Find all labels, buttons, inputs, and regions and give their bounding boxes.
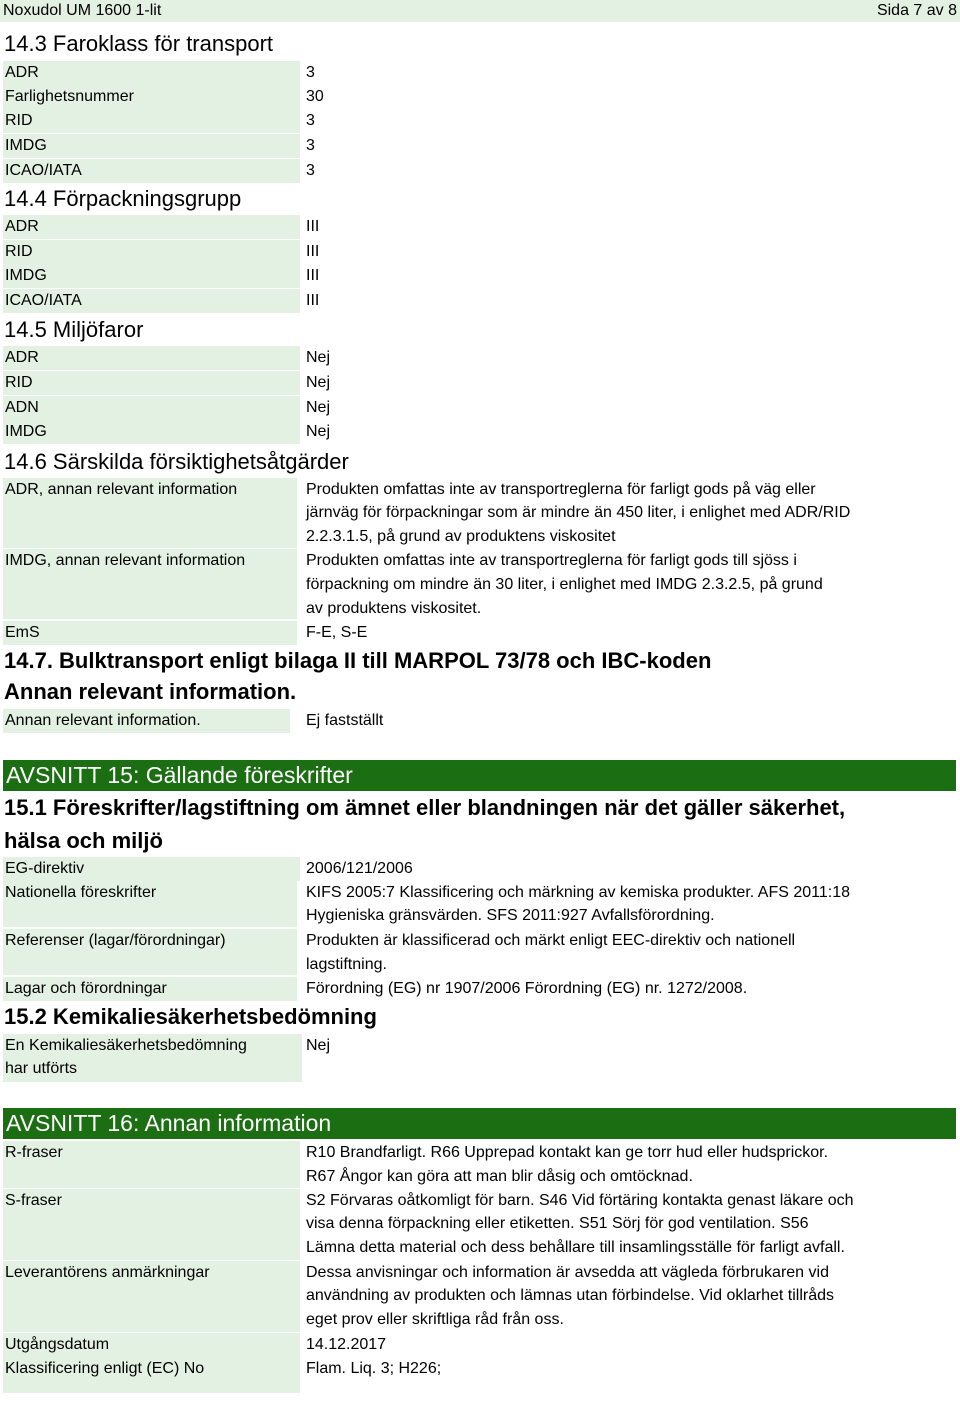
row-value-line: användning av produkten och lämnas utan förbindelse. Vid oklarhet tillråds — [306, 1287, 835, 1304]
row-value-line: F-E, S-E — [306, 624, 368, 641]
section-16-bar: AVSNITT 16: Annan information — [3, 1108, 956, 1139]
row-label: RID — [3, 109, 300, 133]
row-value-line: Hygieniska gränsvärden. SFS 2011:927 Avfallsförordning. — [306, 907, 715, 924]
row-label: RID — [3, 371, 300, 395]
section-14-7-subtitle: Annan relevant information. — [4, 679, 297, 704]
section-14-7-title: 14.7. Bulktransport enligt bilaga II till MARPOL 73/78 och IBC-koden — [4, 648, 712, 673]
row-label: IMDG — [3, 134, 300, 158]
row-label: R-fraser — [3, 1141, 300, 1188]
row-value-line: R10 Brandfarligt. R66 Upprepad kontakt kan ge torr hud eller hudsprickor. — [306, 1144, 829, 1161]
section-15-1-title-line2: hälsa och miljö — [4, 828, 163, 853]
row-label: ICAO/IATA — [3, 289, 300, 313]
row-value: Nej — [306, 374, 331, 391]
row-value-line: lagstiftning. — [306, 956, 387, 973]
section-15-1-title-line1: 15.1 Föreskrifter/lagstiftning om ämnet eller blandningen när det gäller säkerhet, — [4, 795, 846, 820]
row-value-line: 14.12.2017 — [306, 1336, 387, 1353]
row-value-line: visa denna förpackning eller etiketten. S51 Sörj för god ventilation. S56 — [306, 1215, 809, 1232]
row-label: Utgångsdatum — [3, 1333, 300, 1357]
row-value: 3 — [306, 137, 315, 154]
row-value: 30 — [306, 88, 324, 105]
row-value: III — [306, 243, 320, 260]
row-label: ADR — [3, 215, 300, 239]
row-value-line: Förordning (EG) nr 1907/2006 Förordning (EG) nr. 1272/2008. — [306, 980, 748, 997]
row-label: IMDG — [3, 420, 300, 444]
row-value-line: R67 Ångor kan göra att man blir dåsig och omtöcknad. — [306, 1168, 693, 1185]
row-label: RID — [3, 240, 300, 264]
row-value: III — [306, 218, 320, 235]
assessment-label-line2: har utförts — [5, 1060, 78, 1077]
row-label: EmS — [3, 621, 297, 645]
row-label: Farlighetsnummer — [3, 85, 300, 109]
row-value-line: 2006/121/2006 — [306, 860, 413, 877]
row-value: III — [306, 267, 320, 284]
row-label: Lagar och förordningar — [3, 977, 297, 1001]
row-label: IMDG — [3, 264, 300, 288]
assessment-value: Nej — [306, 1037, 331, 1054]
row-value: Nej — [306, 423, 331, 440]
row-label: ADR — [3, 346, 300, 370]
row-label: Klassificering enligt (EC) No — [3, 1357, 300, 1393]
row-label: EG-direktiv — [3, 857, 300, 881]
row-label: Nationella föreskrifter — [3, 881, 297, 927]
row-value-line: Dessa anvisningar och information är avsedda att vägleda förbrukaren vid — [306, 1264, 829, 1281]
row-value-line: 2.2.3.1.5, på grund av produktens viskositet — [306, 528, 616, 545]
row-value-line: Lämna detta material och dess behållare till insamlingsställe för farligt avfall. — [306, 1239, 845, 1256]
row-value-line: förpackning om mindre än 30 liter, i enlighet med IMDG 2.3.2.5, på grund — [306, 576, 823, 593]
row-label: IMDG, annan relevant information — [3, 549, 297, 619]
section-15-bar: AVSNITT 15: Gällande föreskrifter — [3, 760, 956, 791]
row-label: S-fraser — [3, 1189, 300, 1260]
section-14-5-title: 14.5 Miljöfaror — [4, 317, 144, 342]
product-name: Noxudol UM 1600 1-lit — [3, 2, 162, 19]
page-number: Sida 7 av 8 — [876, 2, 957, 19]
row-value-line: S2 Förvaras oåtkomligt för barn. S46 Vid förtäring kontakta genast läkare och — [306, 1192, 854, 1209]
section-15-2-title: 15.2 Kemikaliesäkerhetsbedömning — [4, 1004, 377, 1029]
row-label: Leverantörens anmärkningar — [3, 1261, 300, 1332]
row-value: Ej fastställt — [306, 712, 384, 729]
row-value: III — [306, 292, 320, 309]
row-value-line: Produkten är klassificerad och märkt enligt EEC-direktiv och nationell — [306, 932, 796, 949]
row-value-line: Produkten omfattas inte av transportreglerna för farligt gods till sjöss i — [306, 552, 797, 569]
row-label: ICAO/IATA — [3, 159, 300, 183]
row-label: Referenser (lagar/förordningar) — [3, 929, 297, 975]
row-value: 3 — [306, 112, 315, 129]
row-value-line: Produkten omfattas inte av transportreglerna för farligt gods på väg eller — [306, 481, 816, 498]
row-label: ADN — [3, 396, 300, 420]
row-value-line: Flam. Liq. 3; H226; — [306, 1360, 442, 1377]
row-value-line: av produktens viskositet. — [306, 600, 482, 617]
row-label: Annan relevant information. — [3, 709, 290, 733]
row-label: ADR — [3, 61, 300, 85]
row-value: Nej — [306, 399, 331, 416]
row-value: 3 — [306, 64, 315, 81]
assessment-label-line1: En Kemikaliesäkerhetsbedömning — [5, 1037, 247, 1054]
section-14-6-title: 14.6 Särskilda försiktighetsåtgärder — [4, 449, 349, 474]
row-value-line: järnväg för förpackningar som är mindre än 450 liter, i enlighet med ADR/RID — [306, 504, 851, 521]
row-value-line: KIFS 2005:7 Klassificering och märkning av kemiska produkter. AFS 2011:18 — [306, 884, 850, 901]
section-14-4-title: 14.4 Förpackningsgrupp — [4, 186, 242, 211]
row-value: 3 — [306, 162, 315, 179]
row-label: ADR, annan relevant information — [3, 478, 297, 548]
row-value: Nej — [306, 349, 331, 366]
section-14-3-title: 14.3 Faroklass för transport — [4, 31, 274, 56]
row-value-line: eget prov eller skriftliga råd från oss. — [306, 1311, 564, 1328]
